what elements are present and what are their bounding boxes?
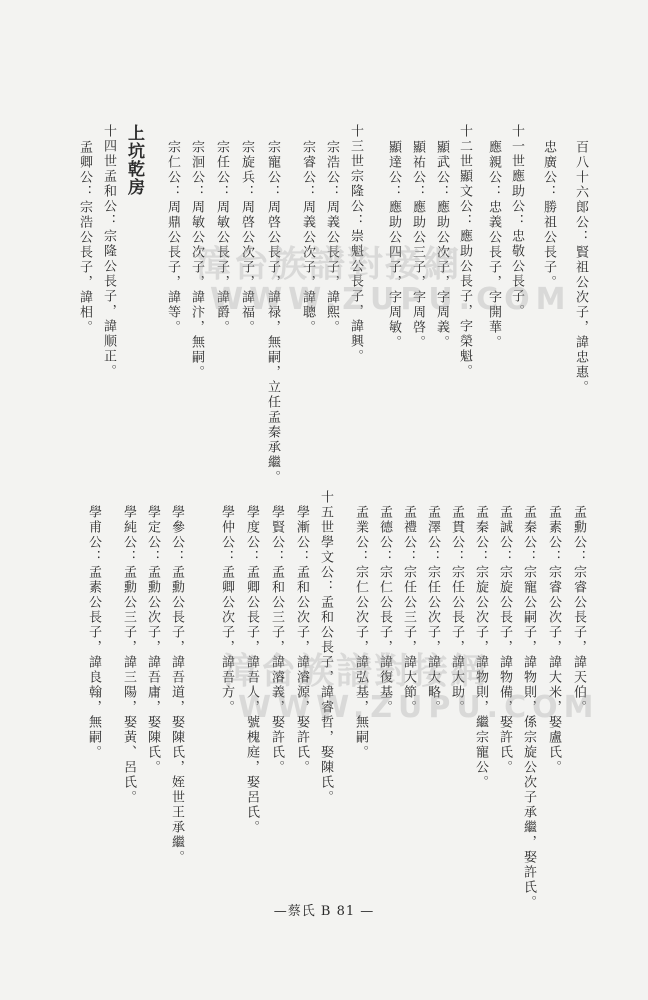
text-column: 顯祐公：應助公三子，字周啓。	[410, 140, 425, 350]
section-heading: 上坑乾房	[124, 124, 144, 196]
text-column: 孟卿公：宗浩公長子，諱相。	[77, 140, 92, 335]
text-column: 學參公：孟勳公長子，諱吾道，娶陳氏，姪世王承繼。	[169, 505, 184, 865]
text-column: 顯武公：應助公次子，字周義。	[434, 140, 449, 350]
text-column: 學漸公：孟和公次子，諱濬源，娶許氏。	[294, 505, 309, 775]
watermark-url: WWW.ZUPU.COM	[238, 690, 600, 725]
text-column: 顯達公：應助公四子，字周敏。	[386, 140, 401, 350]
text-column: 宗寵公：周啓公長子，諱禄，無嗣，立任孟秦承繼。	[265, 140, 280, 485]
text-column: 十一世應助公：忠敬公長子。	[509, 124, 524, 319]
text-column: 宗睿公：周義公次子，諱聰。	[300, 140, 315, 335]
text-column: 孟業公：宗仁公次子，諱弘基，無嗣。	[353, 505, 368, 760]
text-column: 孟禮公：宗任公三子，諱大節。	[401, 505, 416, 715]
text-column: 宗任公：周敏公長子，諱爵。	[214, 140, 229, 335]
text-column: 十三世宗隆公：崇魁公長子，諱興。	[348, 124, 363, 364]
text-column: 孟素公：宗睿公次子，諱大米，娶盧氏。	[546, 505, 561, 775]
text-column: 孟誠公：宗旋公長子，諱物備，娶許氏。	[497, 505, 512, 775]
text-column: 十五世學文公：孟和公長子，諱睿哲，娶陳氏。	[318, 490, 333, 805]
text-column: 孟貫公：宗任公長子，諱大助。	[449, 505, 464, 715]
text-column: 學度公：孟卿公長子，諱吾人，號槐庭，娶呂氏。	[244, 505, 259, 835]
text-column: 孟澤公：宗任公次子，諱大略。	[425, 505, 440, 715]
text-column: 學甫公：孟素公長子，諱良翰，無嗣。	[86, 505, 101, 760]
text-column: 宗洄公：周敏公次子，諱汴，無嗣。	[189, 140, 204, 380]
text-column: 孟秦公：宗寵公嗣子，諱物則，係宗旋公次子承繼，娶許氏。	[521, 505, 536, 910]
page-number: —蔡氏 B 81 —	[273, 904, 375, 919]
watermark-title: 漳台族譜對接網	[195, 244, 462, 285]
text-column: 百八十六郎公：賢祖公次子，諱忠惠。	[573, 140, 588, 395]
text-column: 十四世孟和公：宗隆公長子，諱顺正。	[101, 124, 116, 379]
text-column: 十二世顯文公：應助公長子，字榮魁。	[457, 124, 472, 379]
text-column: 學仲公：孟卿公次子，諱吾方。	[219, 505, 234, 715]
watermark-url: WWW.ZUPU.COM	[210, 282, 572, 317]
text-column: 孟秦公：宗旋公次子，諱物則，繼宗寵公。	[473, 505, 488, 790]
text-column: 宗仁公：周鼎公長子，諱等。	[165, 140, 180, 335]
text-column: 孟勳公：宗睿公長子，諱天伯。	[571, 505, 586, 715]
text-column: 宗旋兵：周啓公次子，諱福。	[239, 140, 254, 335]
text-column: 學定公：孟勳公次子，諱吾庸，娶陳氏。	[145, 505, 160, 775]
text-column: 學賢公：孟和公三子，諱濬義，娶許氏。	[269, 505, 284, 775]
text-column: 孟德公：宗仁公長子，諱復基。	[377, 505, 392, 715]
text-column: 忠廣公：勝祖公長子。	[541, 140, 556, 290]
text-column: 應親公：忠義公長子，字開華。	[486, 140, 501, 350]
text-column: 宗浩公：周義公長子，諱熙。	[324, 140, 339, 335]
watermark-title: 漳台族譜對接網	[222, 651, 489, 692]
text-column: 學純公：孟勳公三子，諱三陽，娶黃、呂氏。	[121, 505, 136, 805]
